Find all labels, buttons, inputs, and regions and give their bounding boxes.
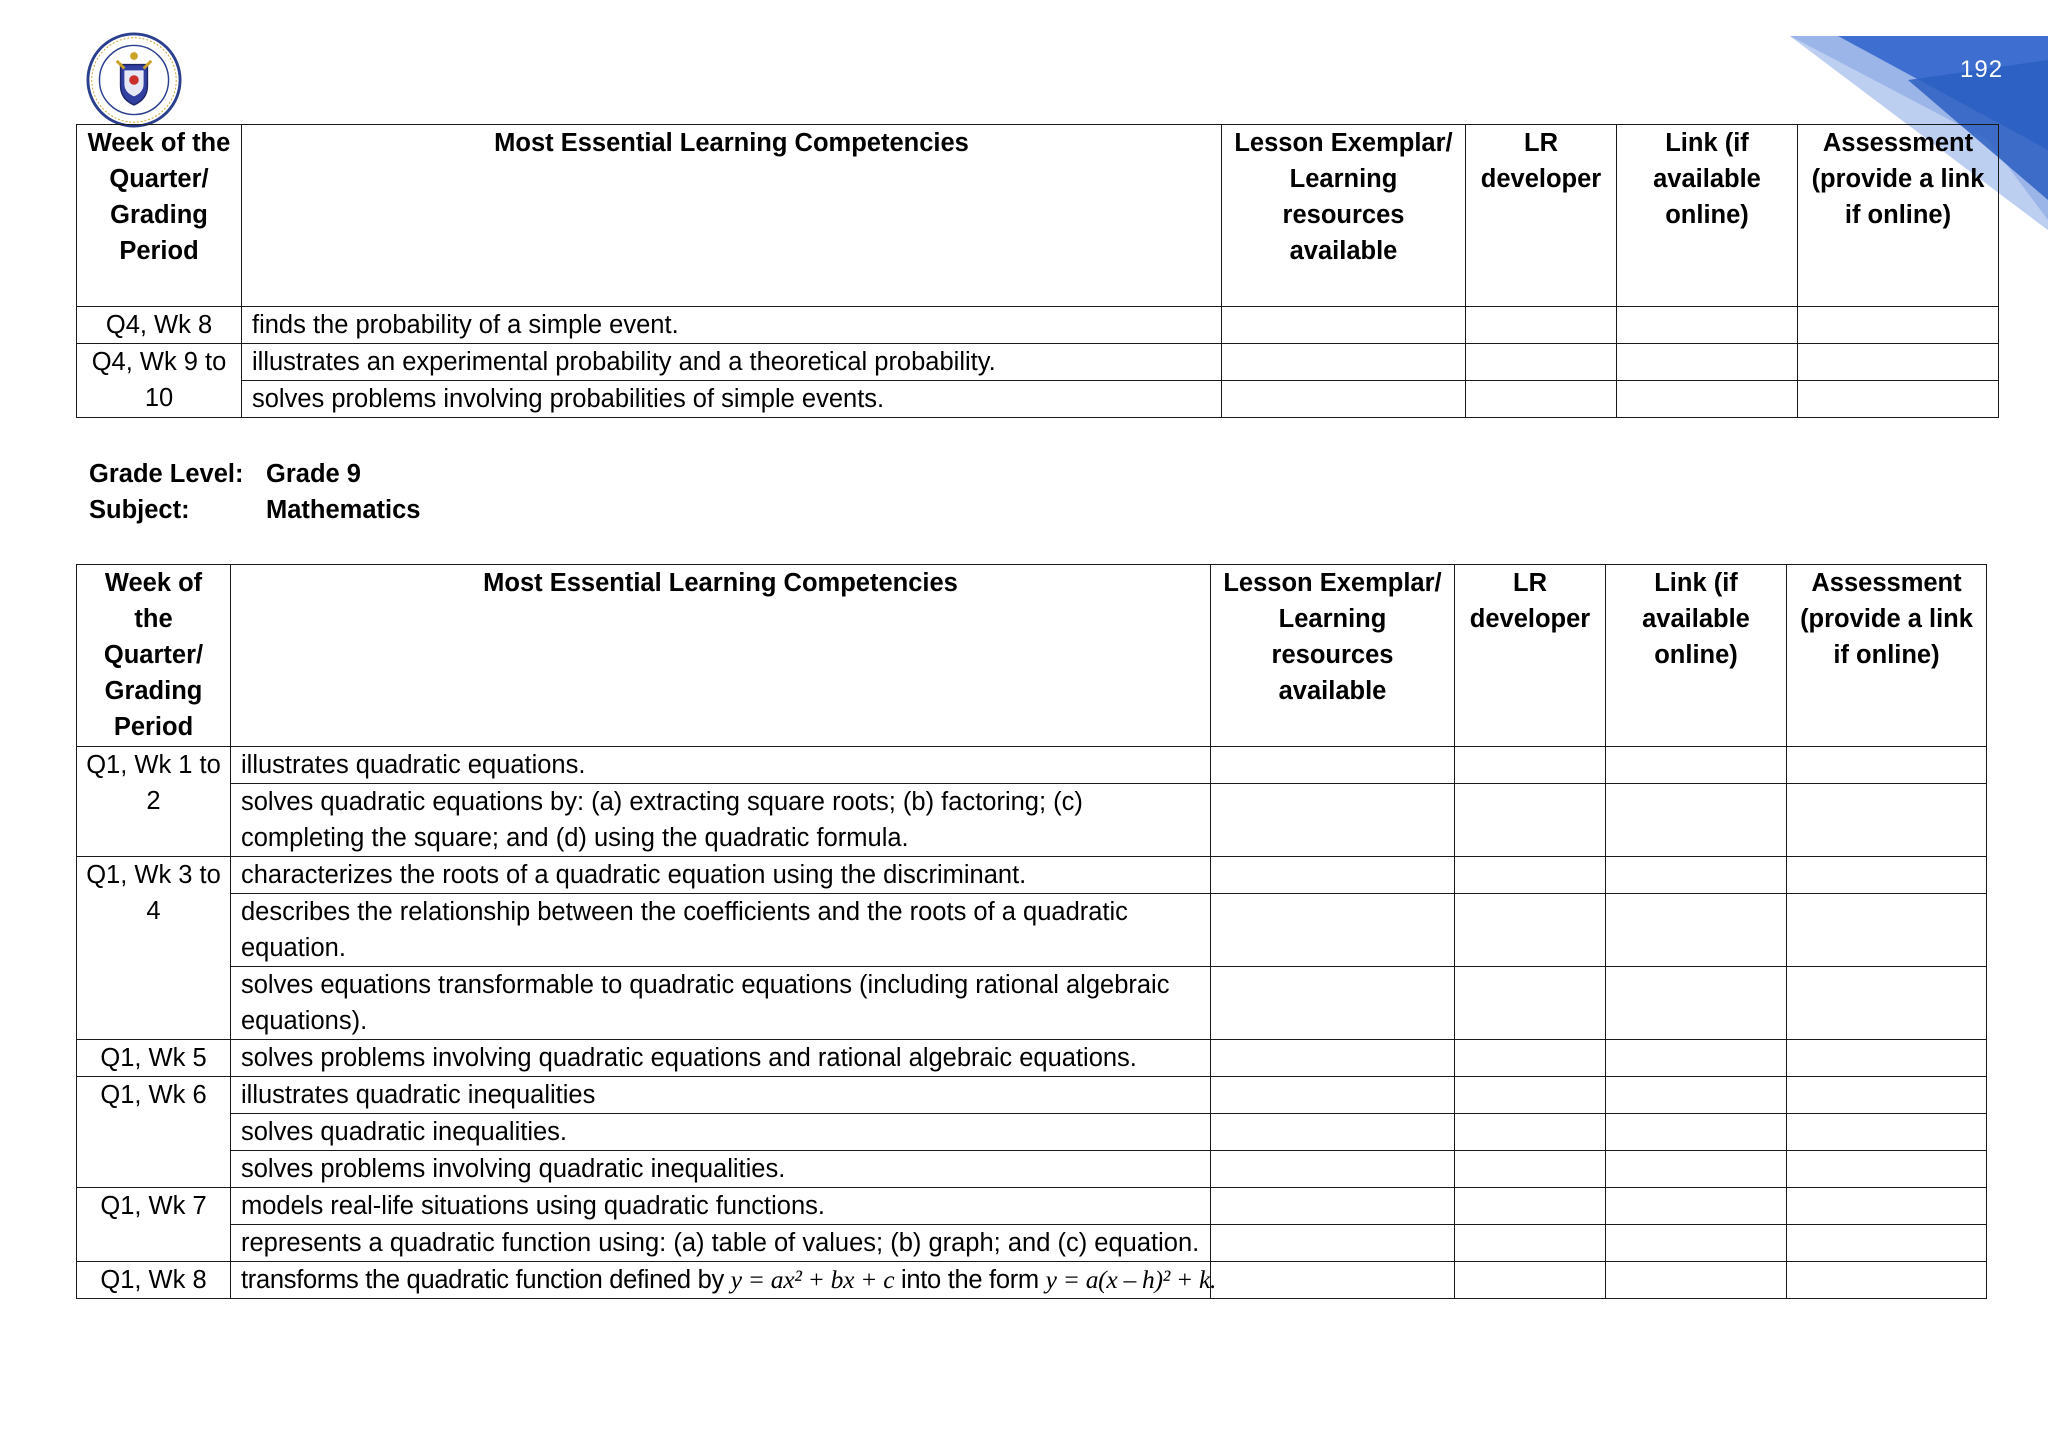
grade-level-label: Grade Level:: [89, 460, 244, 488]
week-cell: Q4, Wk 9 to 10: [77, 344, 242, 418]
competency-text-mid: into the form: [901, 1266, 1039, 1294]
competency-cell: solves quadratic equations by: (a) extracting square roots; (b) factoring; (c) completing the square; and (d) using the quadratic formula.: [231, 784, 1211, 857]
col-header-assessment: Assessment (provide a link if online): [1798, 125, 1999, 307]
week-cell: Q1, Wk 5: [77, 1040, 231, 1077]
week-cell: Q1, Wk 3 to 4: [77, 857, 231, 1040]
table-row: [77, 1188, 1987, 1225]
col-header-link: Link (if available online): [1606, 565, 1787, 747]
week-cell: Q1, Wk 7: [77, 1188, 231, 1262]
table-row: [77, 307, 1999, 344]
table-row: [77, 1077, 1987, 1114]
table-row: [77, 894, 1987, 967]
table-row: [77, 1114, 1987, 1151]
deped-seal-icon: [86, 32, 182, 128]
week-cell: Q4, Wk 8: [77, 307, 242, 344]
table-row: [77, 1262, 1987, 1299]
col-header-assessment: Assessment (provide a link if online): [1787, 565, 1987, 747]
competency-cell: describes the relationship between the coefficients and the roots of a quadratic equation.: [231, 894, 1211, 967]
table-header-row: [77, 125, 1999, 307]
competency-cell: solves problems involving probabilities of simple events.: [242, 381, 1222, 418]
table-row: [77, 1151, 1987, 1188]
grade-level-value: Grade 9: [266, 460, 361, 488]
col-header-competency: Most Essential Learning Competencies: [242, 125, 1222, 307]
subject-value: Mathematics: [266, 496, 421, 524]
formula-standard-form: y = ax² + bx + c: [730, 1265, 895, 1294]
competency-cell: illustrates quadratic equations.: [231, 747, 1211, 784]
week-cell: Q1, Wk 1 to 2: [77, 747, 231, 857]
col-header-lr: LR developer: [1466, 125, 1617, 307]
competency-table-grade-8: [76, 124, 1999, 418]
col-header-week: Week of the Quarter/ Grading Period: [77, 125, 242, 307]
competency-cell: characterizes the roots of a quadratic equation using the discriminant.: [231, 857, 1211, 894]
competency-cell: solves equations transformable to quadratic equations (including rational algebraic equations).: [231, 967, 1211, 1040]
table-row: [77, 1040, 1987, 1077]
course-meta: [89, 456, 420, 528]
competency-cell: solves problems involving quadratic inequalities.: [231, 1151, 1211, 1188]
subject-label: Subject:: [89, 496, 190, 524]
table-row: [77, 857, 1987, 894]
competency-table-grade-9: [76, 564, 1987, 1299]
col-header-week: Week of the Quarter/ Grading Period: [77, 565, 231, 747]
table-row: [77, 1225, 1987, 1262]
formula-vertex-form: y = a(x – h)² + k.: [1045, 1265, 1217, 1294]
competency-cell: represents a quadratic function using: (a) table of values; (b) graph; and (c) equation.: [231, 1225, 1211, 1262]
competency-cell: finds the probability of a simple event.: [242, 307, 1222, 344]
col-header-lr: LR developer: [1455, 565, 1606, 747]
week-cell: Q1, Wk 6: [77, 1077, 231, 1188]
table-row: [77, 967, 1987, 1040]
table-row: [77, 784, 1987, 857]
page-number: 192: [1960, 56, 2004, 83]
col-header-competency: Most Essential Learning Competencies: [231, 565, 1211, 747]
competency-text-pre: transforms the quadratic function defined by: [241, 1266, 724, 1294]
table-header-row: [77, 565, 1987, 747]
table-row: [77, 381, 1999, 418]
competency-cell: illustrates an experimental probability and a theoretical probability.: [242, 344, 1222, 381]
table-row: [77, 344, 1999, 381]
competency-cell: [231, 1262, 1217, 1299]
competency-cell: solves quadratic inequalities.: [231, 1114, 1211, 1151]
week-cell: Q1, Wk 8: [77, 1262, 231, 1299]
table-row: [77, 747, 1987, 784]
col-header-link: Link (if available online): [1617, 125, 1798, 307]
competency-cell: models real-life situations using quadratic functions.: [231, 1188, 1211, 1225]
col-header-lesson: Lesson Exemplar/ Learning resources available: [1222, 125, 1466, 307]
competency-cell: illustrates quadratic inequalities: [231, 1077, 1211, 1114]
col-header-lesson: Lesson Exemplar/ Learning resources available: [1211, 565, 1455, 747]
competency-cell: solves problems involving quadratic equations and rational algebraic equations.: [231, 1040, 1211, 1077]
